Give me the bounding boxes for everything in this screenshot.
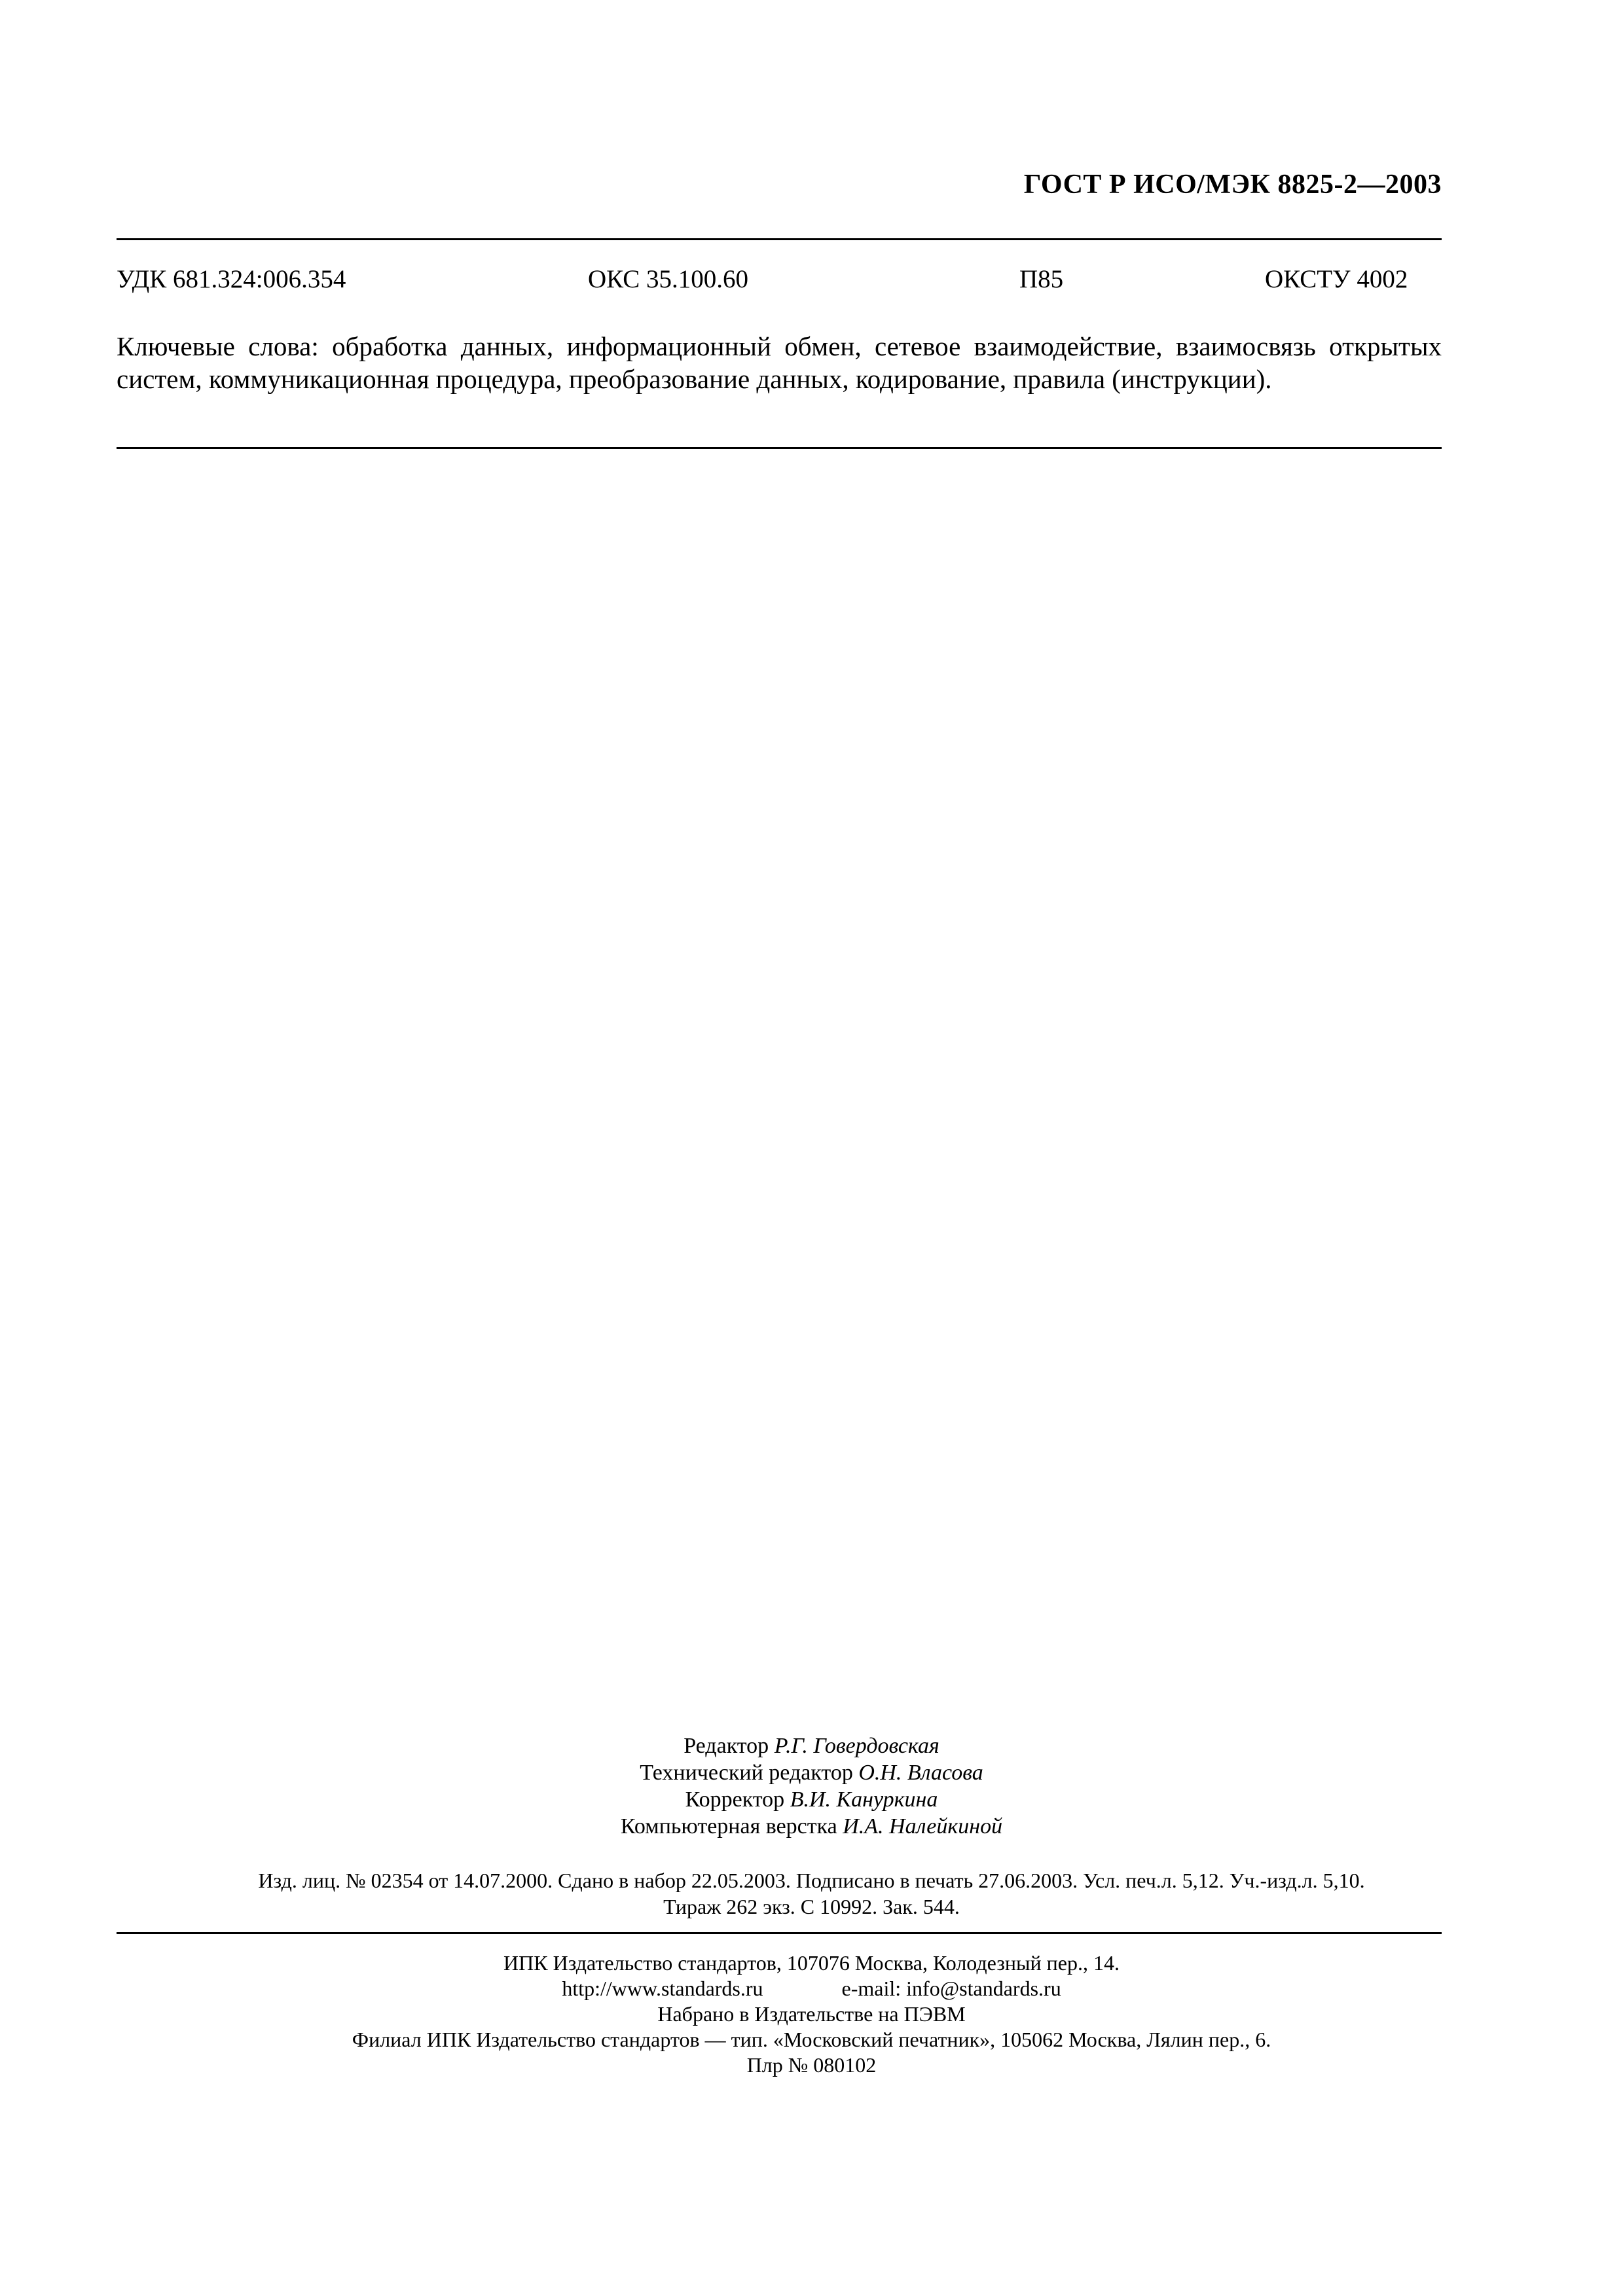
editor-label: Редактор [684,1734,769,1758]
tech-editor-label: Технический редактор [640,1761,853,1785]
publication-line-1: Изд. лиц. № 02354 от 14.07.2000. Сдано в набор 22.05.2003. Подписано в печать 27.06.2003. Усл. печ.л. 5,12. Уч.-изд.л. 5,10. [258,1869,1365,1892]
publication-line-2: Тираж 262 экз. С 10992. Зак. 544. [663,1895,960,1918]
keywords-paragraph: Ключевые слова: обработка данных, информационный обмен, сетевое взаимодействие, взаимосвязь открытых систем, коммуникационная процедура, преобразование данных, кодирование, правила (инструкции). [117,331,1442,394]
printer-line-4: Филиал ИПК Издательство стандартов — тип. «Московский печатник», 105062 Москва, Лялин пер., 6. [352,2028,1271,2051]
credits-block [0,1732,1623,1840]
layout-name: И.А. Налейкиной [843,1814,1003,1839]
printer-line-5: Плр № 080102 [746,2053,877,2077]
proofreader-line [0,1786,1623,1813]
udk-code: УДК 681.324:006.354 [117,265,346,293]
header-rule [117,238,1442,240]
website-link[interactable]: http://www.standards.ru [562,1977,763,2000]
editor-name: Р.Г. Говердовская [774,1734,939,1758]
printer-info [0,1950,1623,2078]
layout-label: Компьютерная верстка [620,1814,837,1839]
footer-rule [117,1932,1442,1934]
printer-line-3: Набрано в Издательстве на ПЭВМ [657,2002,966,2026]
standard-number: ГОСТ Р ИСО/МЭК 8825-2—2003 [1023,170,1442,200]
editor-line [0,1732,1623,1759]
oks-code: ОКС 35.100.60 [588,265,748,293]
okstu-code: ОКСТУ 4002 [1265,265,1408,293]
tech-editor-line [0,1759,1623,1786]
printer-contacts [0,1976,1623,2001]
publication-info [0,1867,1623,1920]
tech-editor-name: О.Н. Власова [858,1761,983,1785]
email-link[interactable]: e-mail: info@standards.ru [841,1977,1061,2000]
keywords-rule [117,447,1442,449]
layout-line [0,1813,1623,1840]
proofreader-label: Корректор [685,1787,785,1812]
group-code: П85 [1019,265,1064,293]
printer-line-1: ИПК Издательство стандартов, 107076 Москва, Колодезный пер., 14. [503,1951,1120,1975]
proofreader-name: В.И. Кануркина [790,1787,938,1812]
classification-row [0,264,1623,297]
